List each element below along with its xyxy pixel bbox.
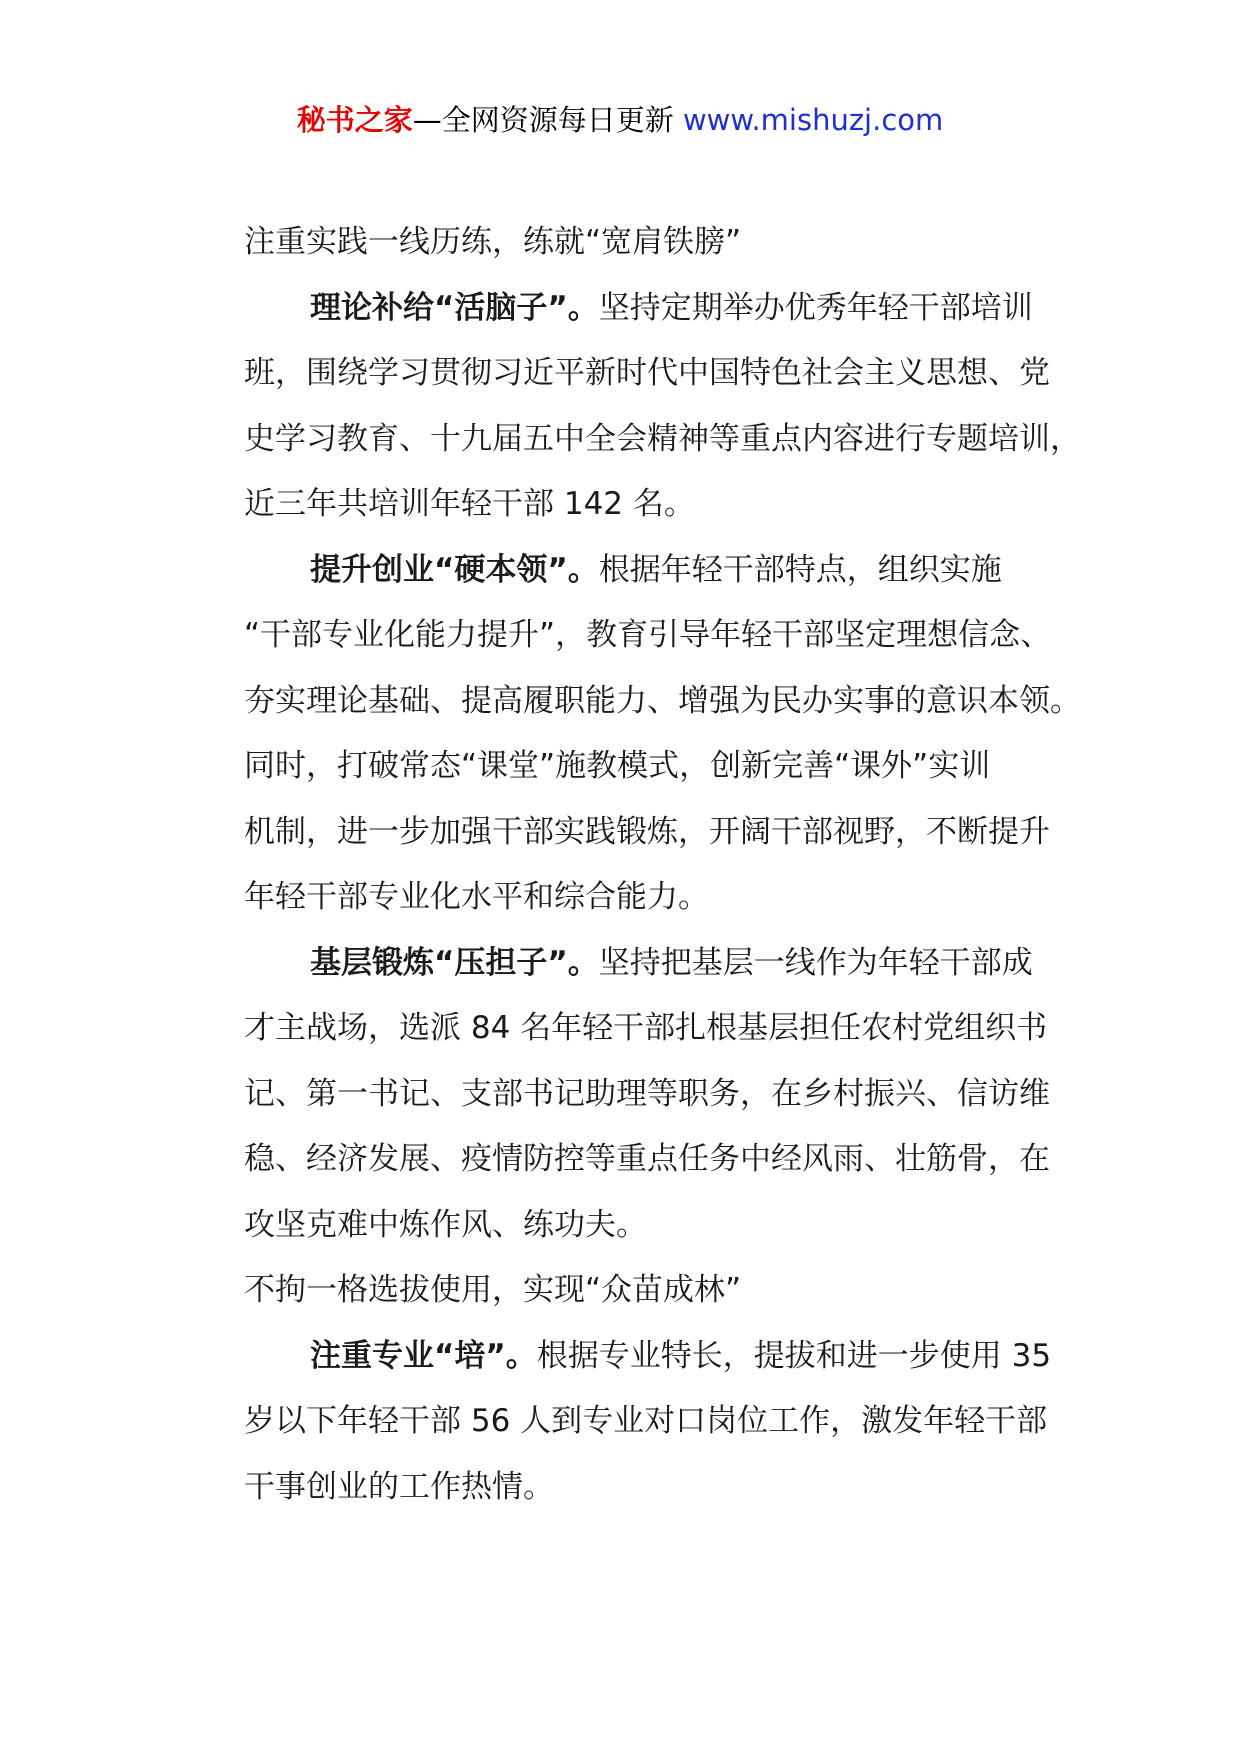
section-heading-selection: 不拘一格选拔使用，实现“众苗成林”: [244, 1272, 742, 1308]
paragraph-line: 夯实理论基础、提高履职能力、增强为民办实事的意识本领。: [244, 682, 1081, 719]
paragraph-lead: 理论补给“活脑子”。: [310, 289, 599, 326]
paragraph-line: “干部专业化能力提升”，教育引导年轻干部坚定理想信念、: [244, 617, 1052, 653]
paragraph-line: 班，围绕学习贯彻习近平新时代中国特色社会主义思想、党: [244, 355, 1050, 391]
section-heading-practice: 注重实践一线历练，练就“宽肩铁膀”: [244, 224, 742, 260]
paragraph-theory: [178, 276, 1098, 538]
paragraph-line: 年轻干部专业化水平和综合能力。: [244, 879, 709, 915]
paragraph-lead: 基层锻炼“压担子”。: [310, 944, 599, 981]
paragraph-lead: 注重专业“培”。: [310, 1337, 537, 1374]
paragraph-line: 同时，打破常态“课堂”施教模式，创新完善“课外”实训: [244, 748, 991, 784]
brand-name: 秘书之家: [296, 103, 413, 137]
paragraph-line: 理论补给“活脑子”。坚持定期举办优秀年轻干部培训: [310, 289, 1033, 326]
page-header: [0, 100, 1240, 140]
paragraph-line: 注重专业“培”。根据专业特长，提拔和进一步使用 35: [310, 1337, 1052, 1374]
header-tagline: —全网资源每日更新: [412, 103, 674, 137]
paragraph-line: 提升创业“硬本领”。根据年轻干部特点，组织实施: [310, 551, 1002, 588]
paragraph-line: 攻坚克难中炼作风、练功夫。: [244, 1206, 647, 1243]
paragraph-line: 史学习教育、十九届五中全会精神等重点内容进行专题培训，: [244, 420, 1081, 457]
paragraph-line: 稳、经济发展、疫情防控等重点任务中经风雨、壮筋骨，在: [244, 1141, 1050, 1177]
paragraph-line: 机制，进一步加强干部实践锻炼，开阔干部视野，不断提升: [244, 813, 1050, 850]
paragraph-skills: [178, 538, 1098, 931]
document-body: [178, 210, 1098, 1520]
paragraph-line: 近三年共培训年轻干部 142 名。: [244, 486, 695, 522]
paragraph-professional: [178, 1324, 1098, 1521]
paragraph-line: 干事创业的工作热情。: [244, 1468, 554, 1505]
paragraph-line: 才主战场，选派 84 名年轻干部扎根基层担任农村党组织书: [244, 1010, 1048, 1046]
paragraph-line: 基层锻炼“压担子”。坚持把基层一线作为年轻干部成: [310, 944, 1033, 981]
paragraph-line: 记、第一书记、支部书记助理等职务，在乡村振兴、信访维: [244, 1075, 1050, 1112]
paragraph-line: 岁以下年轻干部 56 人到专业对口岗位工作，激发年轻干部: [244, 1403, 1048, 1439]
site-url-link[interactable]: www.mishuzj.com: [682, 103, 944, 137]
paragraph-grassroots: [178, 931, 1098, 1259]
paragraph-lead: 提升创业“硬本领”。: [310, 551, 599, 588]
